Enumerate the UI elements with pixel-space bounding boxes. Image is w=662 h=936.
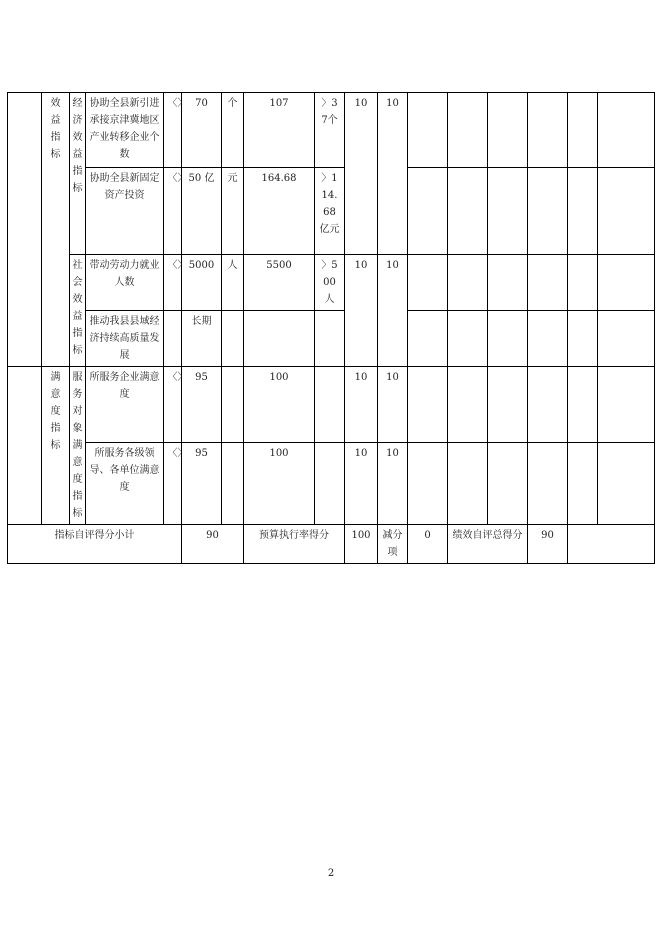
budget-rate-label: 预算执行率得分 [244,525,345,564]
satisfaction-category-label: 满意度指标 [50,372,61,451]
empty-cell [408,311,448,367]
empty-cell [408,443,448,525]
symbol-cell [164,311,182,367]
empty-cell [568,255,598,311]
total-score-value: 90 [528,525,568,564]
deduct-value: 0 [408,525,448,564]
page-number: 2 [327,868,335,879]
empty-cell [528,93,568,168]
empty-cell [448,367,488,443]
deviation-value: 〉500人 [321,260,338,305]
performance-table [7,92,655,564]
actual-value: 100 [244,367,315,443]
deviation-value: 〉114.68亿元 [319,173,340,235]
score-value: 10 [378,367,408,443]
deviation-cell [315,255,345,311]
social-subcategory-label: 社会效益指标 [72,260,83,356]
table-row [8,367,655,443]
unit [222,367,244,443]
total-score-label: 绩效自评总得分 [448,525,528,564]
symbol-cell [164,168,188,255]
table-row [8,93,655,168]
symbol-cell [164,255,188,311]
empty-cell [568,93,598,168]
target-value: 95 [182,443,222,525]
deviation-value: 〉37个 [321,98,338,126]
economic-subcategory-label: 经济效益指标 [72,98,83,194]
empty-cell [488,168,528,255]
actual-value [244,311,315,367]
indicator-name: 带动劳动力就业人数 [86,255,164,311]
subtotal-label: 指标自评得分小计 [8,525,182,564]
deviation-cell [315,168,345,255]
satisfaction-subcategory-cell [70,367,86,525]
score-value: 10 [378,443,408,525]
deviation-cell [315,93,345,168]
empty-cell [8,367,42,525]
empty-cell [528,311,568,367]
empty-cell [598,93,655,168]
symbol-cell [164,93,188,168]
empty-cell [528,367,568,443]
target-value: 70 [182,93,222,168]
deviation-value [315,443,345,525]
empty-cell [598,367,655,443]
empty-cell [488,255,528,311]
comparison-symbol: 〈〉 [167,260,188,271]
actual-value: 100 [244,443,315,525]
empty-cell [8,93,42,367]
unit [222,443,244,525]
score-value: 10 [378,93,408,255]
empty-cell [408,168,448,255]
benefit-category-cell [42,93,70,367]
actual-value: 107 [244,93,315,168]
indicator-name: 协助全县新固定资产投资 [86,168,164,255]
actual-value: 5500 [244,255,315,311]
deviation-value [315,367,345,443]
empty-cell [528,255,568,311]
empty-cell [568,168,598,255]
unit: 元 [222,168,244,255]
symbol-cell [164,367,188,443]
empty-cell [488,443,528,525]
empty-cell [408,367,448,443]
benefit-category-label: 效益指标 [50,98,61,160]
empty-cell [448,93,488,168]
target-value: 95 [182,367,222,443]
score-value: 10 [378,255,408,367]
deviation-value [315,311,345,367]
table-row [8,255,655,311]
empty-cell [488,367,528,443]
table-row [8,311,655,367]
table-row [8,168,655,255]
summary-row [8,525,655,564]
indicator-name: 推动我县县域经济持续高质量发展 [86,311,164,367]
empty-cell [568,443,598,525]
empty-cell [568,367,598,443]
deduct-label: 减分项 [378,525,408,564]
empty-cell [598,168,655,255]
empty-cell [598,311,655,367]
empty-cell [488,311,528,367]
empty-cell [408,255,448,311]
empty-cell [598,255,655,311]
empty-cell [528,443,568,525]
empty-cell [488,93,528,168]
symbol-cell [164,443,188,525]
indicator-name: 协助全县新引进承接京津冀地区产业转移企业个数 [86,93,164,168]
indicator-name: 所服务各级领导、各单位满意度 [86,443,164,525]
actual-value: 164.68 [244,168,315,255]
subtotal-value: 90 [182,525,244,564]
weight-value: 10 [345,443,378,525]
weight-value: 10 [345,367,378,443]
empty-cell [448,168,488,255]
comparison-symbol: 〈〉 [167,372,188,383]
empty-cell [408,93,448,168]
social-subcategory-cell [70,255,86,367]
indicator-name: 所服务企业满意度 [86,367,164,443]
unit: 人 [222,255,244,311]
empty-cell [568,311,598,367]
satisfaction-category-cell [42,367,70,525]
comparison-symbol: 〈〉 [167,98,188,109]
empty-cell [448,255,488,311]
unit [222,311,244,367]
satisfaction-subcategory-label: 服务对象满意度指标 [72,372,83,519]
target-value: 50 亿 [182,168,222,255]
target-value: 长期 [182,311,222,367]
empty-cell [598,443,655,525]
weight-value: 10 [345,93,378,255]
target-value: 5000 [182,255,222,311]
comparison-symbol: 〈〉 [167,448,188,460]
economic-subcategory-cell [70,93,86,255]
empty-cell [568,525,655,564]
empty-cell [448,443,488,525]
table-row [8,443,655,525]
weight-value: 10 [345,255,378,367]
empty-cell [528,168,568,255]
comparison-symbol: 〈〉 [167,173,188,184]
unit: 个 [222,93,244,168]
empty-cell [448,311,488,367]
budget-rate-value: 100 [345,525,378,564]
